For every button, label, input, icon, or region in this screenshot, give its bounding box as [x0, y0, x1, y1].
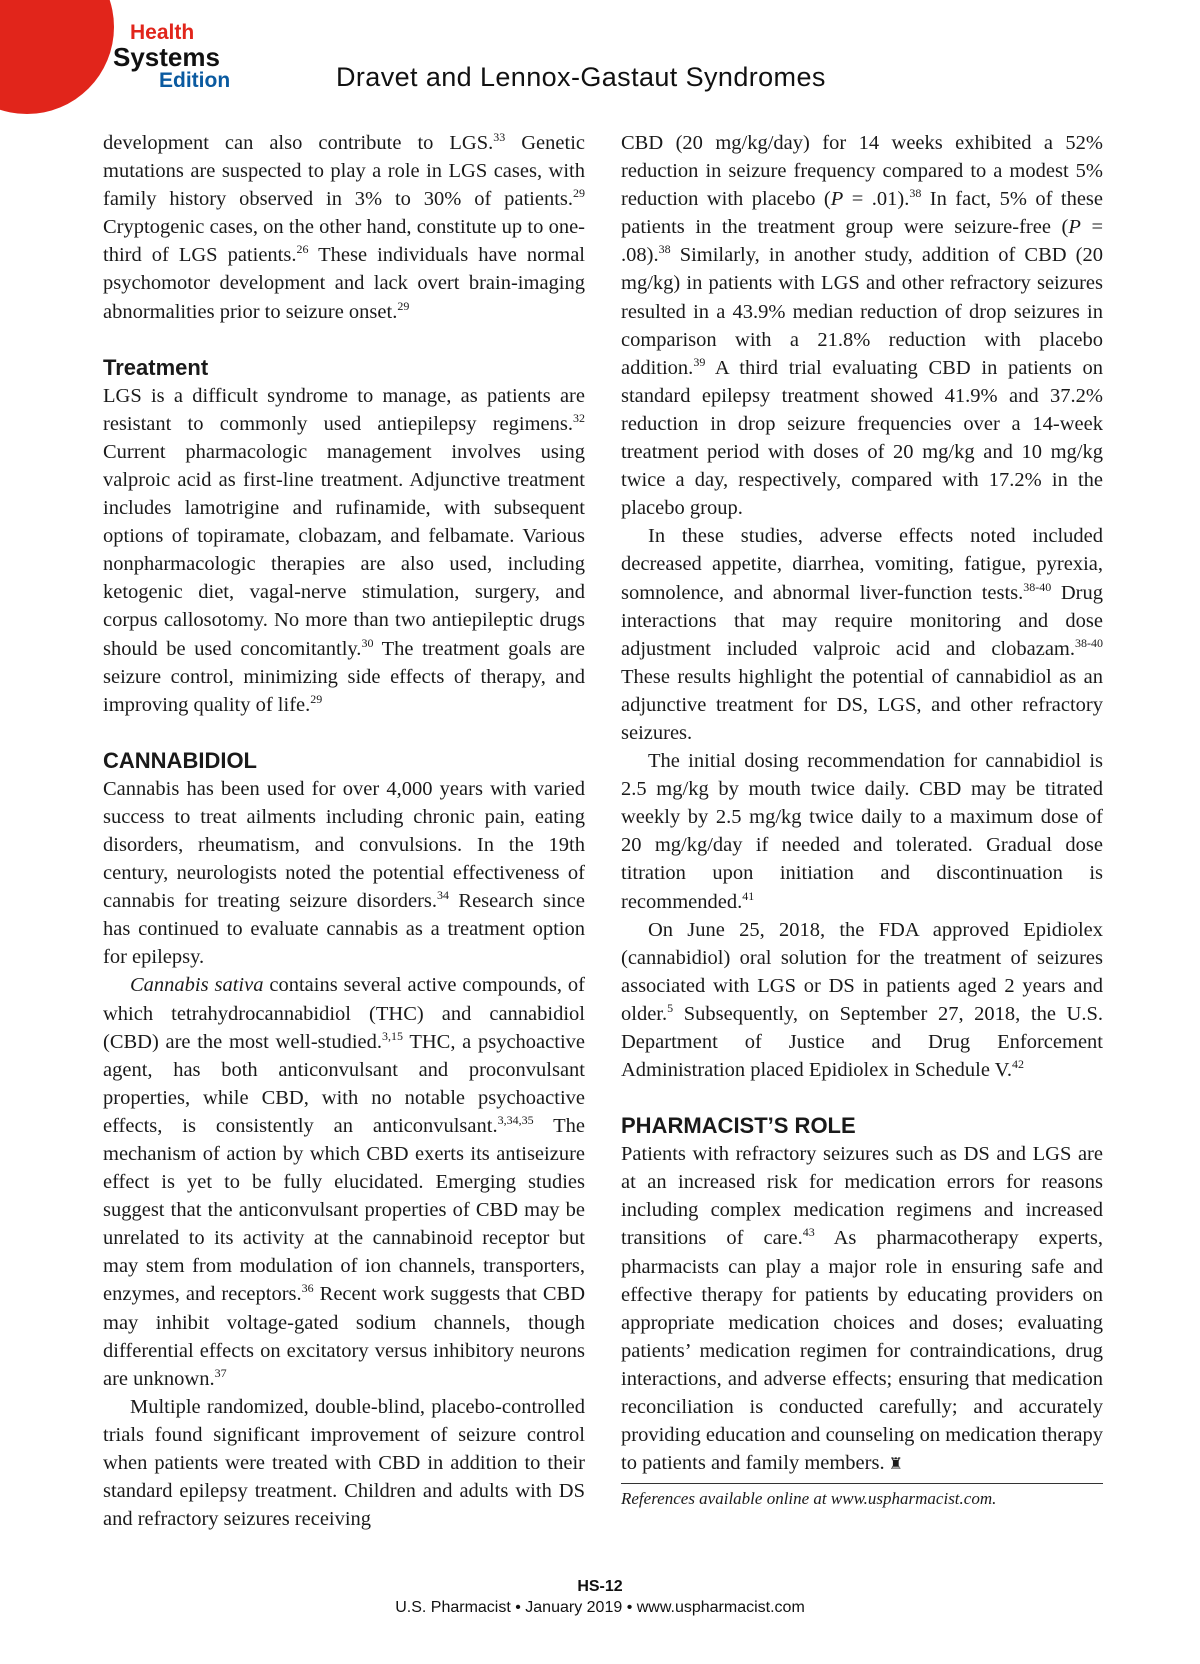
paragraph-trials: Multiple randomized, double-blind, placebo-controlled trials found significant improvement of seizure control when patients were treated with CBD in addition to their standard epilepsy treatment. Children and adults with DS and refractory seizures receiving	[103, 1395, 585, 1531]
logo-systems: Systems	[113, 42, 220, 72]
paragraph-fda-approval: On June 25, 2018, the FDA approved Epidiolex (cannabidiol) oral solution for the treatment of seizures associated with LGS or DS in patients aged 2 years and older.$^5$ Subsequently, on September 27, 2018, the U.S. Department of Justice and Drug Enforcement Administration placed Epidiolex in Schedule V.$^{42}$	[621, 918, 1103, 1082]
page-title: Dravet and Lennox-Gastaut Syndromes	[336, 62, 826, 92]
health-systems-edition-logo	[113, 22, 230, 91]
logo-edition: Edition	[159, 69, 231, 92]
paragraph-adverse-effects: In these studies, adverse effects noted included decreased appetite, diarrhea, vomiting, fatigue, pyrexia, somnolence, and abnormal liver-function tests.$^{38-40}$ Drug interactions that may require monitoring and dose adjustment included valproic acid and clobazam.$^{38-40}$ These results highlight the potential of cannabidiol as an adjunctive treatment for DS, LGS, and other refractory seizures.	[621, 525, 1103, 744]
paragraph-cannabis-history: Cannabis has been used for over 4,000 years with varied success to treat ailments including chronic pain, eating disorders, rheumatism, and convulsions. In the 19th century, neurologists noted the potential effectiveness of cannabis for treating seizure disorders.$^{34}$ Research since has continued to evaluate cannabis as a treatment option for epilepsy.	[103, 777, 586, 969]
end-mark-icon: ♜	[884, 1456, 903, 1474]
paragraph-lgs-causes: development can also contribute to LGS.$^{33}$ Genetic mutations are suspected to play a role in LGS cases, with family history observed in 3% to 30% of patients.$^{29}$ Cryptogenic cases, on the other hand, constitute up to one-third of LGS patients.$^{26}$ These individuals have normal psychomotor development and lack overt brain-imaging abnormalities prior to seizure onset.$^{29}$	[103, 130, 585, 323]
page-number: HS-12	[577, 1578, 623, 1595]
right-column	[621, 129, 1103, 1511]
left-column	[103, 129, 585, 1533]
logo-health: Health	[130, 21, 195, 44]
heading-pharmacists-role: PHARMACIST’S ROLE	[621, 1113, 856, 1139]
paragraph-dosing: The initial dosing recommendation for cannabidiol is 2.5 mg/kg by mouth twice daily. CBD may be titrated weekly by 2.5 mg/kg twice daily to a maximum dose of 20 mg/kg/day if needed and tolerated. Gradual dose titration upon initiation and discontinuation is recommended.$^{41}$	[621, 750, 1103, 913]
corner-circle-decoration	[0, 0, 114, 114]
paragraph-trial-results: CBD (20 mg/kg/day) for 14 weeks exhibited a 52% reduction in seizure frequency compared to a modest 5% reduction with placebo (P = .01).$^{38}$ In fact, 5% of these patients in the treatment group were seizure-free (P = .08).$^{38}$ Similarly, in another study, addition of CBD (20 mg/kg) in patients with LGS and other refractory seizures resulted in a 43.9% median reduction of drop seizures in comparison with a 21.8% reduction with placebo addition.$^{39}$ A third trial evaluating CBD in patients on standard epilepsy treatment showed 41.9% and 37.2% reduction in drop seizure frequencies over a 14-week treatment period with doses of 20 mg/kg and 10 mg/kg twice a day, respectively, compared with 17.2% in the placebo group.	[621, 132, 1104, 520]
footer-info: U.S. Pharmacist • January 2019 • www.uspharmacist.com	[395, 1599, 805, 1616]
references-note: References available online at www.uspharmacist.com.	[621, 1483, 1103, 1511]
heading-treatment: Treatment	[103, 354, 209, 380]
paragraph-treatment: LGS is a difficult syndrome to manage, as patients are resistant to commonly used antiepilepsy regimens.$^{32}$ Current pharmacologic management involves using valproic acid as first-line treatment. Adjunctive treatment includes lamotrigine and rufinamide, with subsequent options of topiramate, clobazam, and felbamate. Various nonpharmacologic therapies are also used, including ketogenic diet, vagal-nerve stimulation, surgery, and corpus callosotomy. No more than two antiepileptic drugs should be used concomitantly.$^{30}$ The treatment goals are seizure control, minimizing side effects of therapy, and improving quality of life.$^{29}$	[103, 384, 585, 716]
paragraph-pharmacist-role: Patients with refractory seizures such as DS and LGS are at an increased risk for medication errors for reasons including complex medication regimens and increased transitions of care.$^{43}$ As pharmacotherapy experts, pharmacists can play a major role in ensuring safe and effective therapy for patients by educating providers on appropriate medication choices and doses; evaluating patients’ medication regimen for contraindications, drug interactions, and adverse effects; ensuring that medication reconciliation is conducted carefully; and accurately providing education and counseling on medication therapy to patients and family members. ♜	[621, 1143, 1103, 1475]
paragraph-cannabis-compounds: Cannabis sativa contains several active compounds, of which tetrahydrocannabidiol (THC) and cannabidiol (CBD) are the most well-studied.$^{3,15}$ THC, a psychoactive agent, has both anticonvulsant and proconvulsant properties, while CBD, with no notable psychoactive effects, is consistently an anticonvulsant.$^{3,34,35}$ The mechanism of action by which CBD exerts its antiseizure effect is yet to be fully elucidated. Emerging studies suggest that the anticonvulsant properties of CBD may be unrelated to its activity at the cannabinoid receptor but may stem from modulation of ion channels, transporters, enzymes, and receptors.$^{36}$ Recent work suggests that CBD may inhibit voltage-gated sodium channels, though differential effects on excitatory versus inhibitory neurons are unknown.$^{37}$	[103, 974, 585, 1390]
heading-cannabidiol: CANNABIDIOL	[103, 747, 257, 773]
